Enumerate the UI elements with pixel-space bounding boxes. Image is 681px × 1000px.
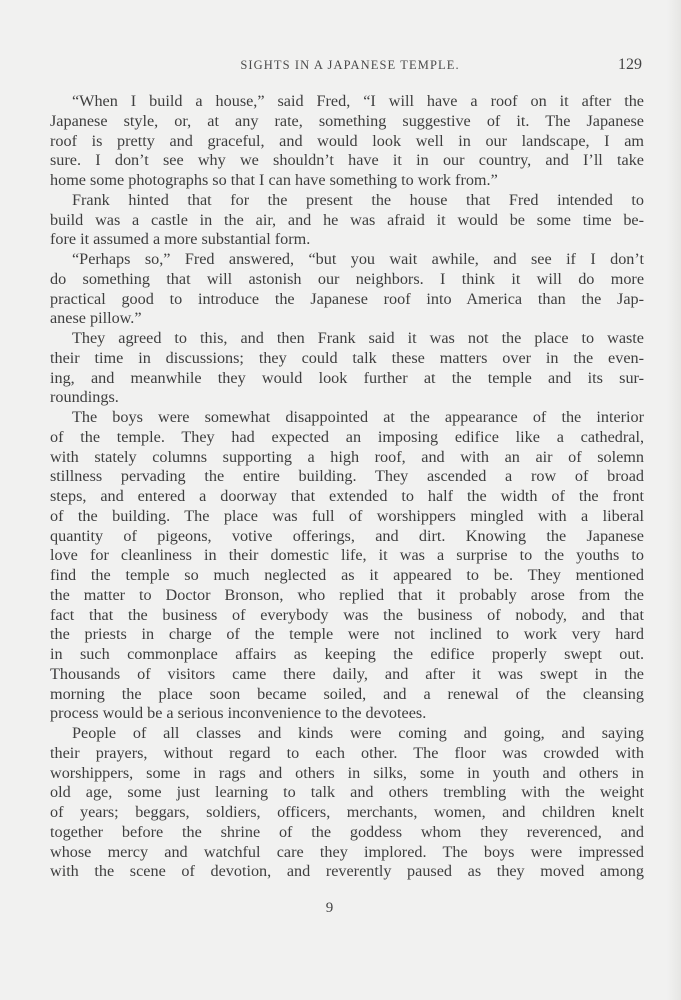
text-line: Frank hinted that for the present the house that Fred intended to <box>72 190 644 209</box>
text-line: process would be a serious inconvenience to the devotees. <box>50 704 427 723</box>
paragraph <box>50 329 644 408</box>
text-line: whose mercy and watchful care they implored. The boys were impressed <box>50 842 644 861</box>
text-line: practical good to introduce the Japanese roof into America than the Jap- <box>50 289 644 308</box>
text-line: of the building. The place was full of worshippers mingled with a liberal <box>50 506 644 525</box>
text-line: roundings. <box>50 388 119 407</box>
text-line: ing, and meanwhile they would look further at the temple and its sur- <box>50 368 644 387</box>
text-line: home some photographs so that I can have something to work from.” <box>50 171 498 189</box>
text-line: their time in discussions; they could talk these matters over in the even- <box>50 348 644 367</box>
text-line: their prayers, without regard to each other. The floor was crowded with <box>50 743 644 762</box>
page-edge-shadow <box>667 0 681 1000</box>
body-text <box>50 92 644 882</box>
text-line: find the temple so much neglected as it appeared to be. They mentioned <box>50 566 644 584</box>
text-line: together before the shrine of the goddess whom they reverenced, and <box>50 822 644 841</box>
text-line: They agreed to this, and then Frank said it was not the place to waste <box>72 329 644 347</box>
signature-mark: 9 <box>325 900 334 916</box>
text-line: with the scene of devotion, and reverently paused as they moved among <box>50 862 644 881</box>
text-line: build was a castle in the air, and he was afraid it would be some time be- <box>50 210 644 229</box>
text-line: fore it assumed a more substantial form. <box>50 230 311 249</box>
text-line: love for cleanliness in their domestic life, it was a surprise to the youths to <box>50 546 644 565</box>
text-line: quantity of pigeons, votive offerings, and dirt. Knowing the Japanese <box>50 526 644 545</box>
text-line: old age, some just learning to talk and others trembling with the weight <box>50 783 644 802</box>
text-line: of the temple. They had expected an imposing edifice like a cathedral, <box>50 427 644 446</box>
text-line: sure. I don’t see why we shouldn’t have it in our country, and I’ll take <box>50 151 644 170</box>
running-title: SIGHTS IN A JAPANESE TEMPLE. <box>240 58 460 72</box>
paragraph <box>50 408 644 724</box>
text-line: “When I build a house,” said Fred, “I will have a roof on it after the <box>72 92 644 110</box>
text-line: the matter to Doctor Bronson, who replied that it probably arose from the <box>50 585 644 604</box>
text-line: People of all classes and kinds were coming and going, and saying <box>72 724 644 742</box>
text-line: Japanese style, or, at any rate, something suggestive of it. The Japanese <box>50 111 644 130</box>
text-line: The boys were somewhat disappointed at the appearance of the interior <box>72 408 644 426</box>
text-line: morning the place soon became soiled, and a renewal of the cleansing <box>50 684 644 703</box>
text-line: do something that will astonish our neighbors. I think it will do more <box>50 269 644 288</box>
text-line: with stately columns supporting a high roof, and with an air of solemn <box>50 447 644 466</box>
text-line: fact that the business of everybody was the business of nobody, and that <box>50 605 644 624</box>
paragraph <box>50 250 644 329</box>
text-line: worshippers, some in rags and others in silks, some in youth and others in <box>50 763 644 782</box>
text-line: Thousands of visitors came there daily, and after it was swept in the <box>50 664 644 683</box>
text-line: stillness pervading the entire building. They ascended a row of broad <box>50 467 644 486</box>
text-line: anese pillow.” <box>50 309 142 328</box>
paragraph <box>50 724 644 882</box>
running-head <box>50 58 644 78</box>
text-line: of years; beggars, soldiers, officers, merchants, women, and children knelt <box>50 803 644 821</box>
paragraph <box>50 191 644 250</box>
text-line: in such commonplace affairs as keeping the edifice properly swept out. <box>50 645 644 663</box>
paragraph <box>50 92 644 191</box>
text-line: “Perhaps so,” Fred answered, “but you wait awhile, and see if I don’t <box>72 250 644 268</box>
text-line: steps, and entered a doorway that extended to half the width of the front <box>50 487 644 505</box>
page-number: 129 <box>618 56 642 73</box>
text-line: roof is pretty and graceful, and would look well in our landscape, I am <box>50 131 644 150</box>
text-line: the priests in charge of the temple were not inclined to work very hard <box>50 625 644 644</box>
